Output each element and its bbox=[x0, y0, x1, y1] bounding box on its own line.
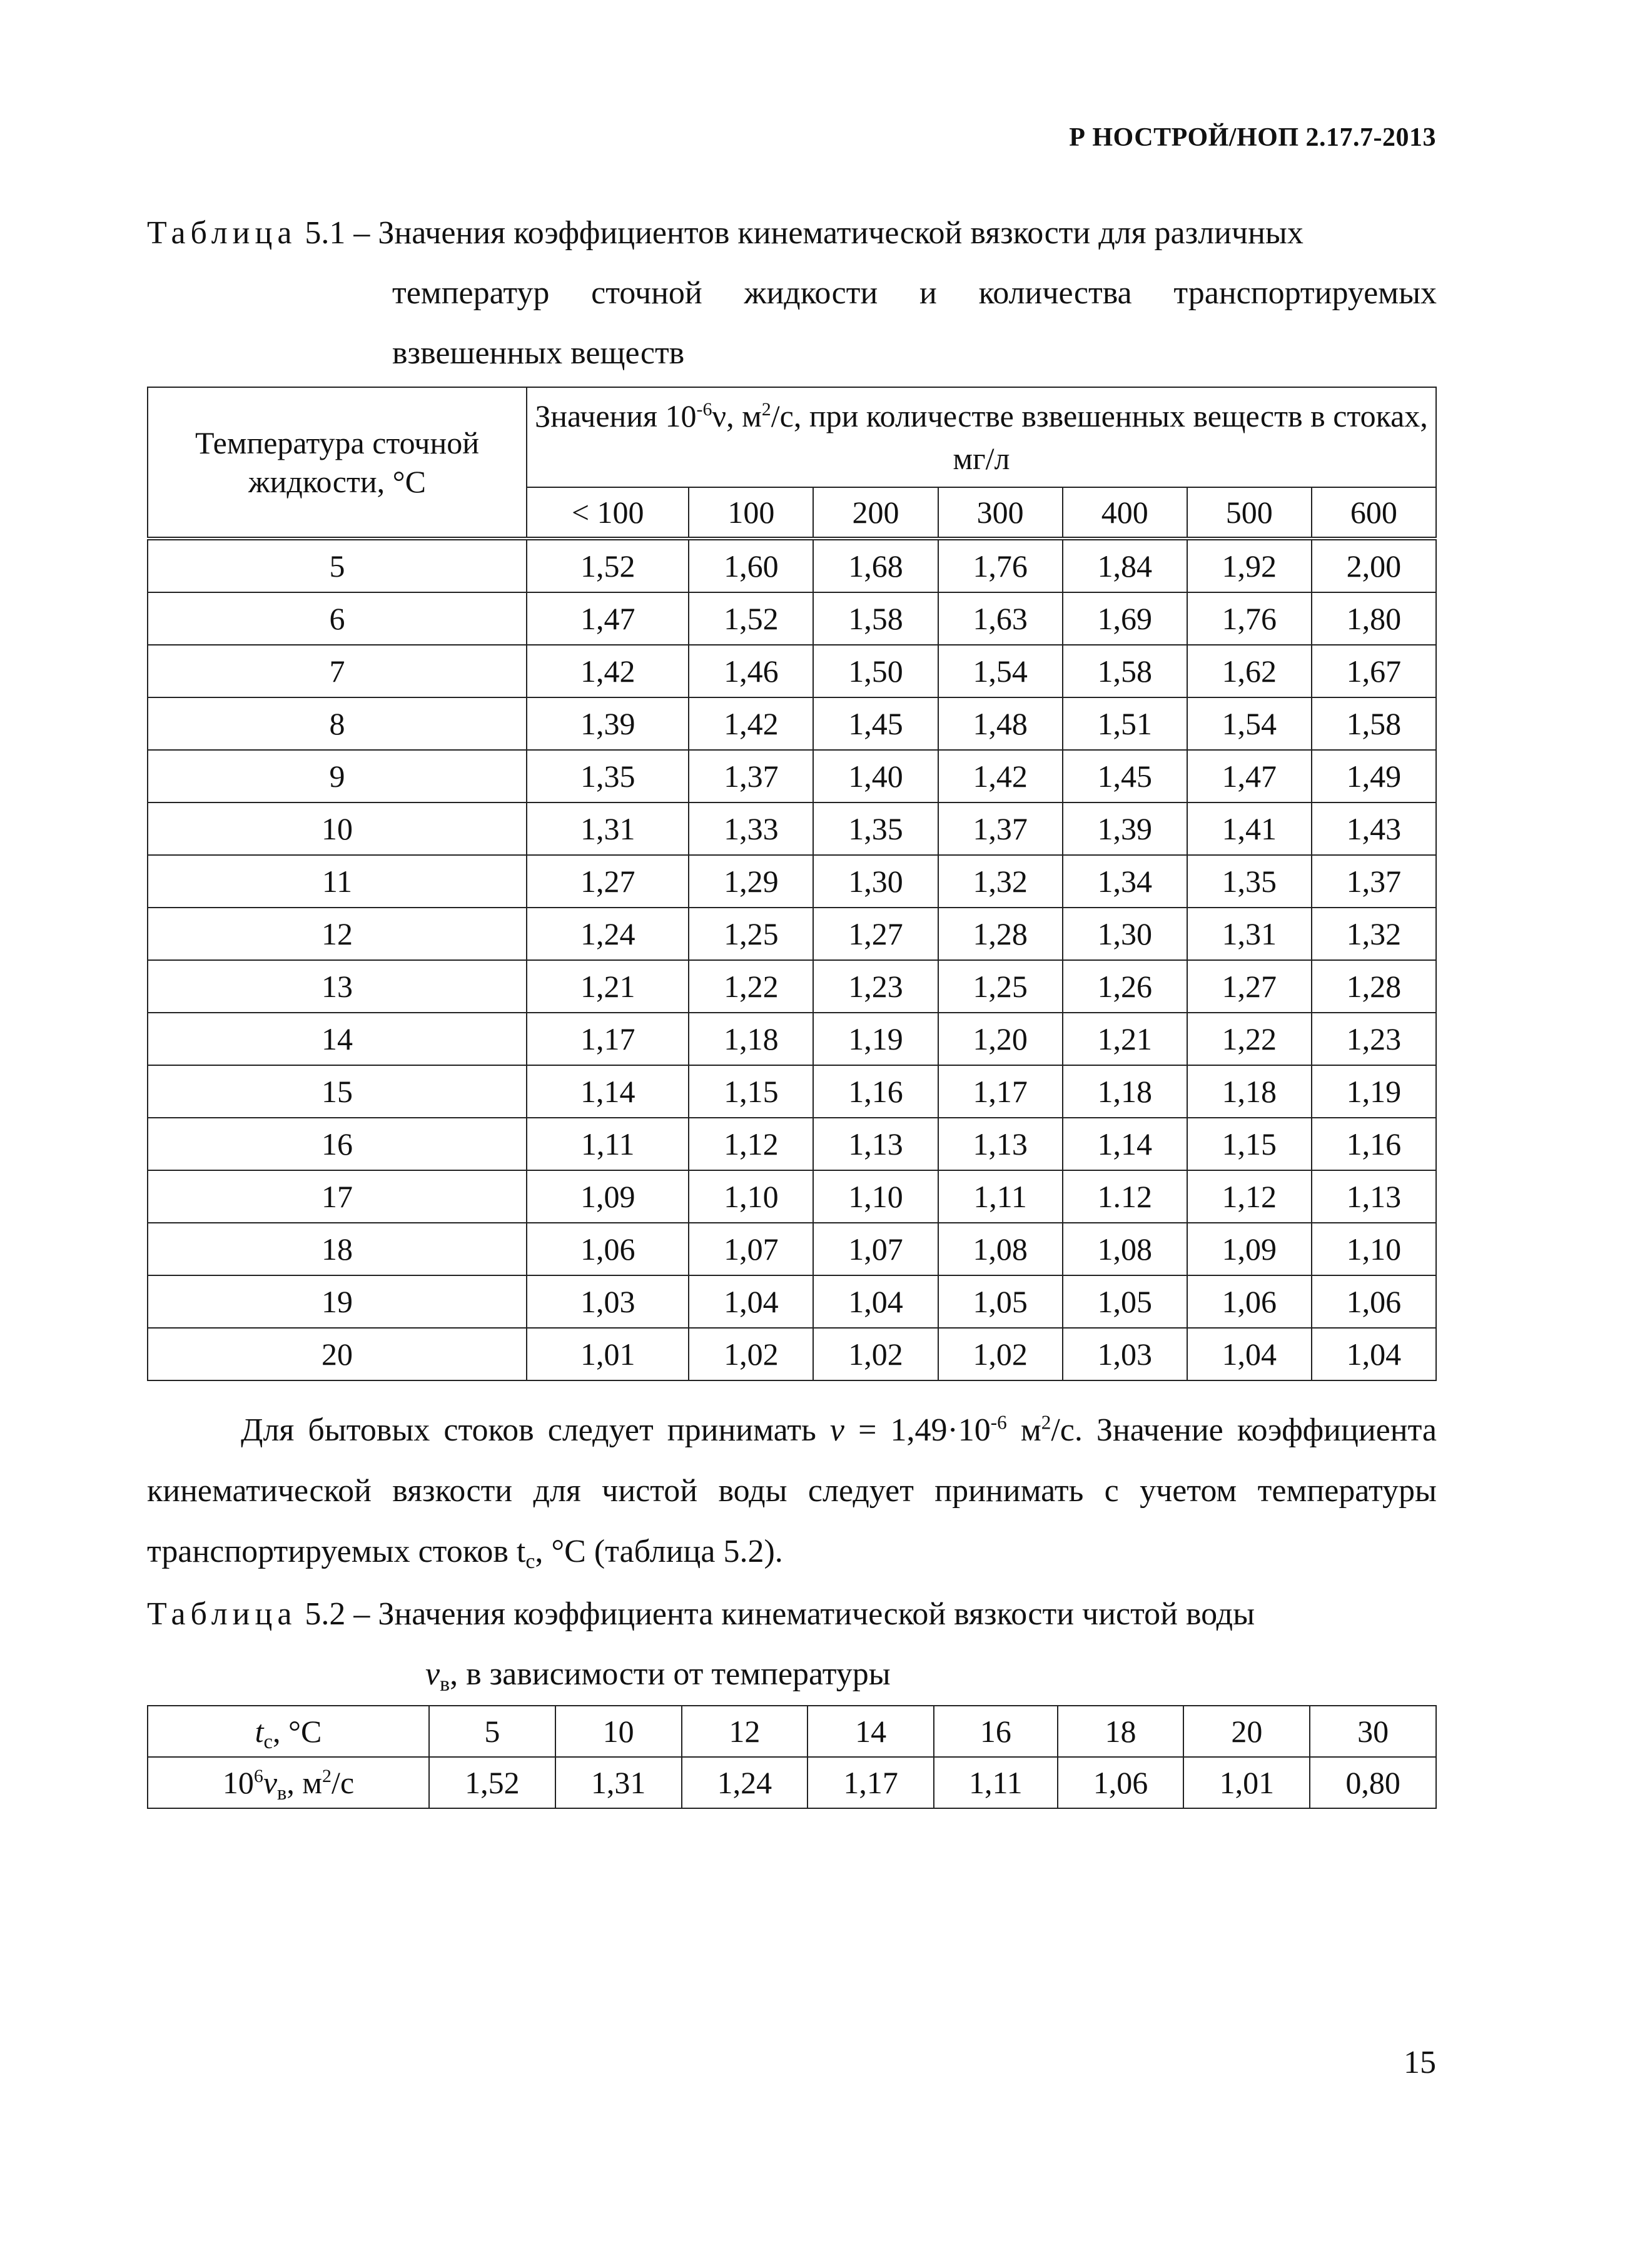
viscosity-cell: 1,10 bbox=[1312, 1223, 1436, 1275]
concentration-header-cell: 100 bbox=[689, 487, 813, 539]
table-row bbox=[148, 539, 1436, 592]
viscosity-cell: 1,42 bbox=[527, 645, 689, 697]
viscosity-cell: 1,29 bbox=[689, 855, 813, 908]
viscosity-cell: 1,92 bbox=[1187, 539, 1312, 592]
viscosity-cell: 1,11 bbox=[527, 1118, 689, 1170]
viscosity-cell: 1,12 bbox=[689, 1118, 813, 1170]
viscosity-cell: 1,51 bbox=[1063, 697, 1187, 750]
viscosity-cell: 1,11 bbox=[934, 1757, 1058, 1808]
viscosity-cell: 1,18 bbox=[1187, 1065, 1312, 1118]
viscosity-cell: 1,04 bbox=[813, 1275, 938, 1328]
viscosity-cell: 1,14 bbox=[527, 1065, 689, 1118]
temperature-cell: 11 bbox=[148, 855, 527, 908]
viscosity-cell: 1,09 bbox=[1187, 1223, 1312, 1275]
temperature-cell: 10 bbox=[555, 1706, 682, 1757]
viscosity-cell: 1,23 bbox=[813, 960, 938, 1013]
viscosity-cell: 1,09 bbox=[527, 1170, 689, 1223]
viscosity-cell: 1,10 bbox=[689, 1170, 813, 1223]
viscosity-cell: 1,14 bbox=[1063, 1118, 1187, 1170]
viscosity-cell: 1,23 bbox=[1312, 1013, 1436, 1065]
viscosity-cell: 1,02 bbox=[938, 1328, 1063, 1380]
concentration-header-cell: 200 bbox=[813, 487, 938, 539]
viscosity-cell: 1,06 bbox=[527, 1223, 689, 1275]
viscosity-cell: 1,17 bbox=[527, 1013, 689, 1065]
viscosity-cell: 1,30 bbox=[813, 855, 938, 908]
temperature-cell: 20 bbox=[148, 1328, 527, 1380]
viscosity-cell: 1,58 bbox=[1312, 697, 1436, 750]
viscosity-cell: 1,04 bbox=[689, 1275, 813, 1328]
viscosity-cell: 1,37 bbox=[1312, 855, 1436, 908]
viscosity-cell: 0,80 bbox=[1310, 1757, 1436, 1808]
viscosity-cell: 1,10 bbox=[813, 1170, 938, 1223]
viscosity-cell: 1,06 bbox=[1187, 1275, 1312, 1328]
viscosity-cell: 1,62 bbox=[1187, 645, 1312, 697]
viscosity-cell: 1,22 bbox=[689, 960, 813, 1013]
viscosity-cell: 1,31 bbox=[1187, 908, 1312, 960]
temperature-cell: 15 bbox=[148, 1065, 527, 1118]
table-1-caption bbox=[147, 203, 1437, 383]
document-code: Р НОСТРОЙ/НОП 2.17.7-2013 bbox=[1069, 123, 1436, 152]
viscosity-cell: 1,13 bbox=[1312, 1170, 1436, 1223]
viscosity-cell: 1,31 bbox=[527, 802, 689, 855]
viscosity-cell: 1,60 bbox=[689, 539, 813, 592]
viscosity-cell: 1,41 bbox=[1187, 802, 1312, 855]
viscosity-cell: 1,35 bbox=[527, 750, 689, 802]
viscosity-cell: 1,18 bbox=[1063, 1065, 1187, 1118]
temperature-cell: 6 bbox=[148, 592, 527, 645]
table-1-caption-first: 5.1 – Значения коэффициентов кинематической вязкости для различных bbox=[305, 215, 1304, 251]
temperature-cell: 7 bbox=[148, 645, 527, 697]
table-row bbox=[148, 1013, 1436, 1065]
viscosity-cell: 1,76 bbox=[938, 539, 1063, 592]
viscosity-cell: 1,27 bbox=[1187, 960, 1312, 1013]
viscosity-cell: 1,19 bbox=[813, 1013, 938, 1065]
viscosity-cell: 1,27 bbox=[527, 855, 689, 908]
table-row bbox=[148, 750, 1436, 802]
viscosity-cell: 1,45 bbox=[1063, 750, 1187, 802]
viscosity-cell: 1,19 bbox=[1312, 1065, 1436, 1118]
viscosity-cell: 1,69 bbox=[1063, 592, 1187, 645]
viscosity-cell: 1,21 bbox=[1063, 1013, 1187, 1065]
viscosity-cell: 1,17 bbox=[807, 1757, 934, 1808]
table-row bbox=[148, 697, 1436, 750]
table-2-label: Таблица bbox=[147, 1596, 297, 1632]
viscosity-cell: 1,68 bbox=[813, 539, 938, 592]
viscosity-cell: 1,31 bbox=[555, 1757, 682, 1808]
viscosity-cell: 1,05 bbox=[1063, 1275, 1187, 1328]
viscosity-row-label: $10^6\nu_в$, $м^2/с$ bbox=[148, 1757, 429, 1808]
viscosity-cell: 1,21 bbox=[527, 960, 689, 1013]
temperature-cell: 12 bbox=[682, 1706, 808, 1757]
table-row bbox=[148, 1328, 1436, 1380]
temperature-cell: 16 bbox=[934, 1706, 1058, 1757]
viscosity-cell: 1,46 bbox=[689, 645, 813, 697]
table-row bbox=[148, 1118, 1436, 1170]
viscosity-cell: 1,42 bbox=[689, 697, 813, 750]
values-header: Значения $10^{-6}\nu$, $м^2/с$, при количестве взвешенных веществ в стоках, мг/л bbox=[527, 387, 1436, 487]
viscosity-cell: 1,18 bbox=[689, 1013, 813, 1065]
viscosity-cell: 1,28 bbox=[938, 908, 1063, 960]
viscosity-cell: 1,35 bbox=[1187, 855, 1312, 908]
viscosity-cell: 1,04 bbox=[1312, 1328, 1436, 1380]
viscosity-cell: 1,39 bbox=[527, 697, 689, 750]
viscosity-cell: 1,13 bbox=[813, 1118, 938, 1170]
body-paragraph: Для бытовых стоков следует принимать $\nu = 1,49\cdot 10^{-6}$ $м^2/с$. Значение коэффициента кинематической вязкости для чистой воды следует принимать с учетом температуры транспортируемых стоков $t_с$, °С (таблица 5.2). bbox=[147, 1411, 1437, 1574]
table-row bbox=[148, 1170, 1436, 1223]
viscosity-cell: 1,06 bbox=[1312, 1275, 1436, 1328]
viscosity-cell: 1,13 bbox=[938, 1118, 1063, 1170]
viscosity-cell: 1,20 bbox=[938, 1013, 1063, 1065]
viscosity-cell: 1,80 bbox=[1312, 592, 1436, 645]
viscosity-cell: 1,06 bbox=[1058, 1757, 1184, 1808]
temperature-header: Температура сточной жидкости, °С bbox=[148, 387, 527, 539]
concentration-header-cell: 300 bbox=[938, 487, 1063, 539]
viscosity-cell: 1,48 bbox=[938, 697, 1063, 750]
viscosity-cell: 1,52 bbox=[429, 1757, 555, 1808]
page-number: 15 bbox=[1404, 2045, 1436, 2080]
viscosity-cell: 1,49 bbox=[1312, 750, 1436, 802]
temperature-cell: 18 bbox=[1058, 1706, 1184, 1757]
table-row bbox=[148, 1223, 1436, 1275]
concentration-header-cell: 500 bbox=[1187, 487, 1312, 539]
temperature-cell: 5 bbox=[148, 539, 527, 592]
viscosity-cell: 1,25 bbox=[938, 960, 1063, 1013]
viscosity-cell: 1,03 bbox=[527, 1275, 689, 1328]
viscosity-cell: 1,39 bbox=[1063, 802, 1187, 855]
viscosity-table bbox=[147, 387, 1437, 1381]
viscosity-cell: 1,42 bbox=[938, 750, 1063, 802]
viscosity-cell: 1,37 bbox=[689, 750, 813, 802]
viscosity-cell: 1,16 bbox=[813, 1065, 938, 1118]
table-2-caption bbox=[147, 1584, 1437, 1704]
table-row bbox=[148, 855, 1436, 908]
viscosity-cell: 1,16 bbox=[1312, 1118, 1436, 1170]
viscosity-cell: 1,08 bbox=[938, 1223, 1063, 1275]
viscosity-cell: 1,47 bbox=[527, 592, 689, 645]
viscosity-cell: 1,28 bbox=[1312, 960, 1436, 1013]
viscosity-cell: 1.12 bbox=[1063, 1170, 1187, 1223]
temperature-cell: 16 bbox=[148, 1118, 527, 1170]
viscosity-cell: 1,63 bbox=[938, 592, 1063, 645]
viscosity-cell: 1,32 bbox=[938, 855, 1063, 908]
viscosity-cell: 1,11 bbox=[938, 1170, 1063, 1223]
table-1-caption-rest: температур сточной жидкости и количества транспортируемых взвешенных веществ bbox=[392, 275, 1437, 371]
viscosity-cell: 1,15 bbox=[689, 1065, 813, 1118]
viscosity-cell: 1,33 bbox=[689, 802, 813, 855]
viscosity-cell: 1,04 bbox=[1187, 1328, 1312, 1380]
temperature-cell: 30 bbox=[1310, 1706, 1436, 1757]
viscosity-cell: 1,58 bbox=[813, 592, 938, 645]
viscosity-cell: 1,35 bbox=[813, 802, 938, 855]
viscosity-cell: 1,54 bbox=[1187, 697, 1312, 750]
viscosity-cell: 1,02 bbox=[689, 1328, 813, 1380]
viscosity-cell: 2,00 bbox=[1312, 539, 1436, 592]
table-row bbox=[148, 592, 1436, 645]
temperature-cell: 18 bbox=[148, 1223, 527, 1275]
temperature-cell: 5 bbox=[429, 1706, 555, 1757]
table-1-label: Таблица bbox=[147, 215, 297, 251]
viscosity-cell: 1,01 bbox=[527, 1328, 689, 1380]
table-row bbox=[148, 645, 1436, 697]
temperature-cell: 14 bbox=[807, 1706, 934, 1757]
viscosity-row bbox=[148, 1757, 1436, 1808]
viscosity-cell: 1,76 bbox=[1187, 592, 1312, 645]
viscosity-cell: 1,25 bbox=[689, 908, 813, 960]
viscosity-cell: 1,12 bbox=[1187, 1170, 1312, 1223]
viscosity-cell: 1,24 bbox=[682, 1757, 808, 1808]
temperature-row bbox=[148, 1706, 1436, 1757]
viscosity-cell: 1,27 bbox=[813, 908, 938, 960]
viscosity-cell: 1,08 bbox=[1063, 1223, 1187, 1275]
concentration-header-cell: 600 bbox=[1312, 487, 1436, 539]
viscosity-table-body bbox=[148, 539, 1436, 1380]
viscosity-cell: 1,32 bbox=[1312, 908, 1436, 960]
viscosity-cell: 1,52 bbox=[689, 592, 813, 645]
viscosity-cell: 1,30 bbox=[1063, 908, 1187, 960]
viscosity-cell: 1,37 bbox=[938, 802, 1063, 855]
table-row bbox=[148, 1065, 1436, 1118]
viscosity-cell: 1,47 bbox=[1187, 750, 1312, 802]
viscosity-cell: 1,26 bbox=[1063, 960, 1187, 1013]
temperature-cell: 19 bbox=[148, 1275, 527, 1328]
temperature-row-label: $t_с$, °С bbox=[148, 1706, 429, 1757]
temperature-cell: 20 bbox=[1183, 1706, 1310, 1757]
viscosity-cell: 1,43 bbox=[1312, 802, 1436, 855]
temperature-cell: 14 bbox=[148, 1013, 527, 1065]
temperature-cell: 12 bbox=[148, 908, 527, 960]
viscosity-cell: 1,45 bbox=[813, 697, 938, 750]
table-row bbox=[148, 908, 1436, 960]
viscosity-cell: 1,17 bbox=[938, 1065, 1063, 1118]
temperature-cell: 10 bbox=[148, 802, 527, 855]
temperature-cell: 8 bbox=[148, 697, 527, 750]
temperature-cell: 13 bbox=[148, 960, 527, 1013]
viscosity-cell: 1,84 bbox=[1063, 539, 1187, 592]
viscosity-cell: 1,02 bbox=[813, 1328, 938, 1380]
viscosity-cell: 1,22 bbox=[1187, 1013, 1312, 1065]
temperature-cell: 9 bbox=[148, 750, 527, 802]
viscosity-cell: 1,52 bbox=[527, 539, 689, 592]
viscosity-cell: 1,03 bbox=[1063, 1328, 1187, 1380]
viscosity-cell: 1,15 bbox=[1187, 1118, 1312, 1170]
table-2-caption-first: 5.2 – Значения коэффициента кинематической вязкости чистой воды bbox=[305, 1596, 1255, 1632]
viscosity-cell: 1,50 bbox=[813, 645, 938, 697]
viscosity-cell: 1,24 bbox=[527, 908, 689, 960]
concentration-header-cell: 400 bbox=[1063, 487, 1187, 539]
viscosity-cell: 1,67 bbox=[1312, 645, 1436, 697]
table-row bbox=[148, 1275, 1436, 1328]
viscosity-cell: 1,01 bbox=[1183, 1757, 1310, 1808]
viscosity-cell: 1,07 bbox=[813, 1223, 938, 1275]
viscosity-cell: 1,58 bbox=[1063, 645, 1187, 697]
viscosity-cell: 1,34 bbox=[1063, 855, 1187, 908]
table-2-caption-rest: $\nu_в$, в зависимости от температуры bbox=[425, 1656, 891, 1696]
viscosity-cell: 1,07 bbox=[689, 1223, 813, 1275]
viscosity-cell: 1,54 bbox=[938, 645, 1063, 697]
concentration-header-cell: < 100 bbox=[527, 487, 689, 539]
temperature-cell: 17 bbox=[148, 1170, 527, 1223]
table-row bbox=[148, 802, 1436, 855]
viscosity-cell: 1,40 bbox=[813, 750, 938, 802]
water-viscosity-table bbox=[147, 1705, 1437, 1809]
viscosity-cell: 1,05 bbox=[938, 1275, 1063, 1328]
table-row bbox=[148, 960, 1436, 1013]
